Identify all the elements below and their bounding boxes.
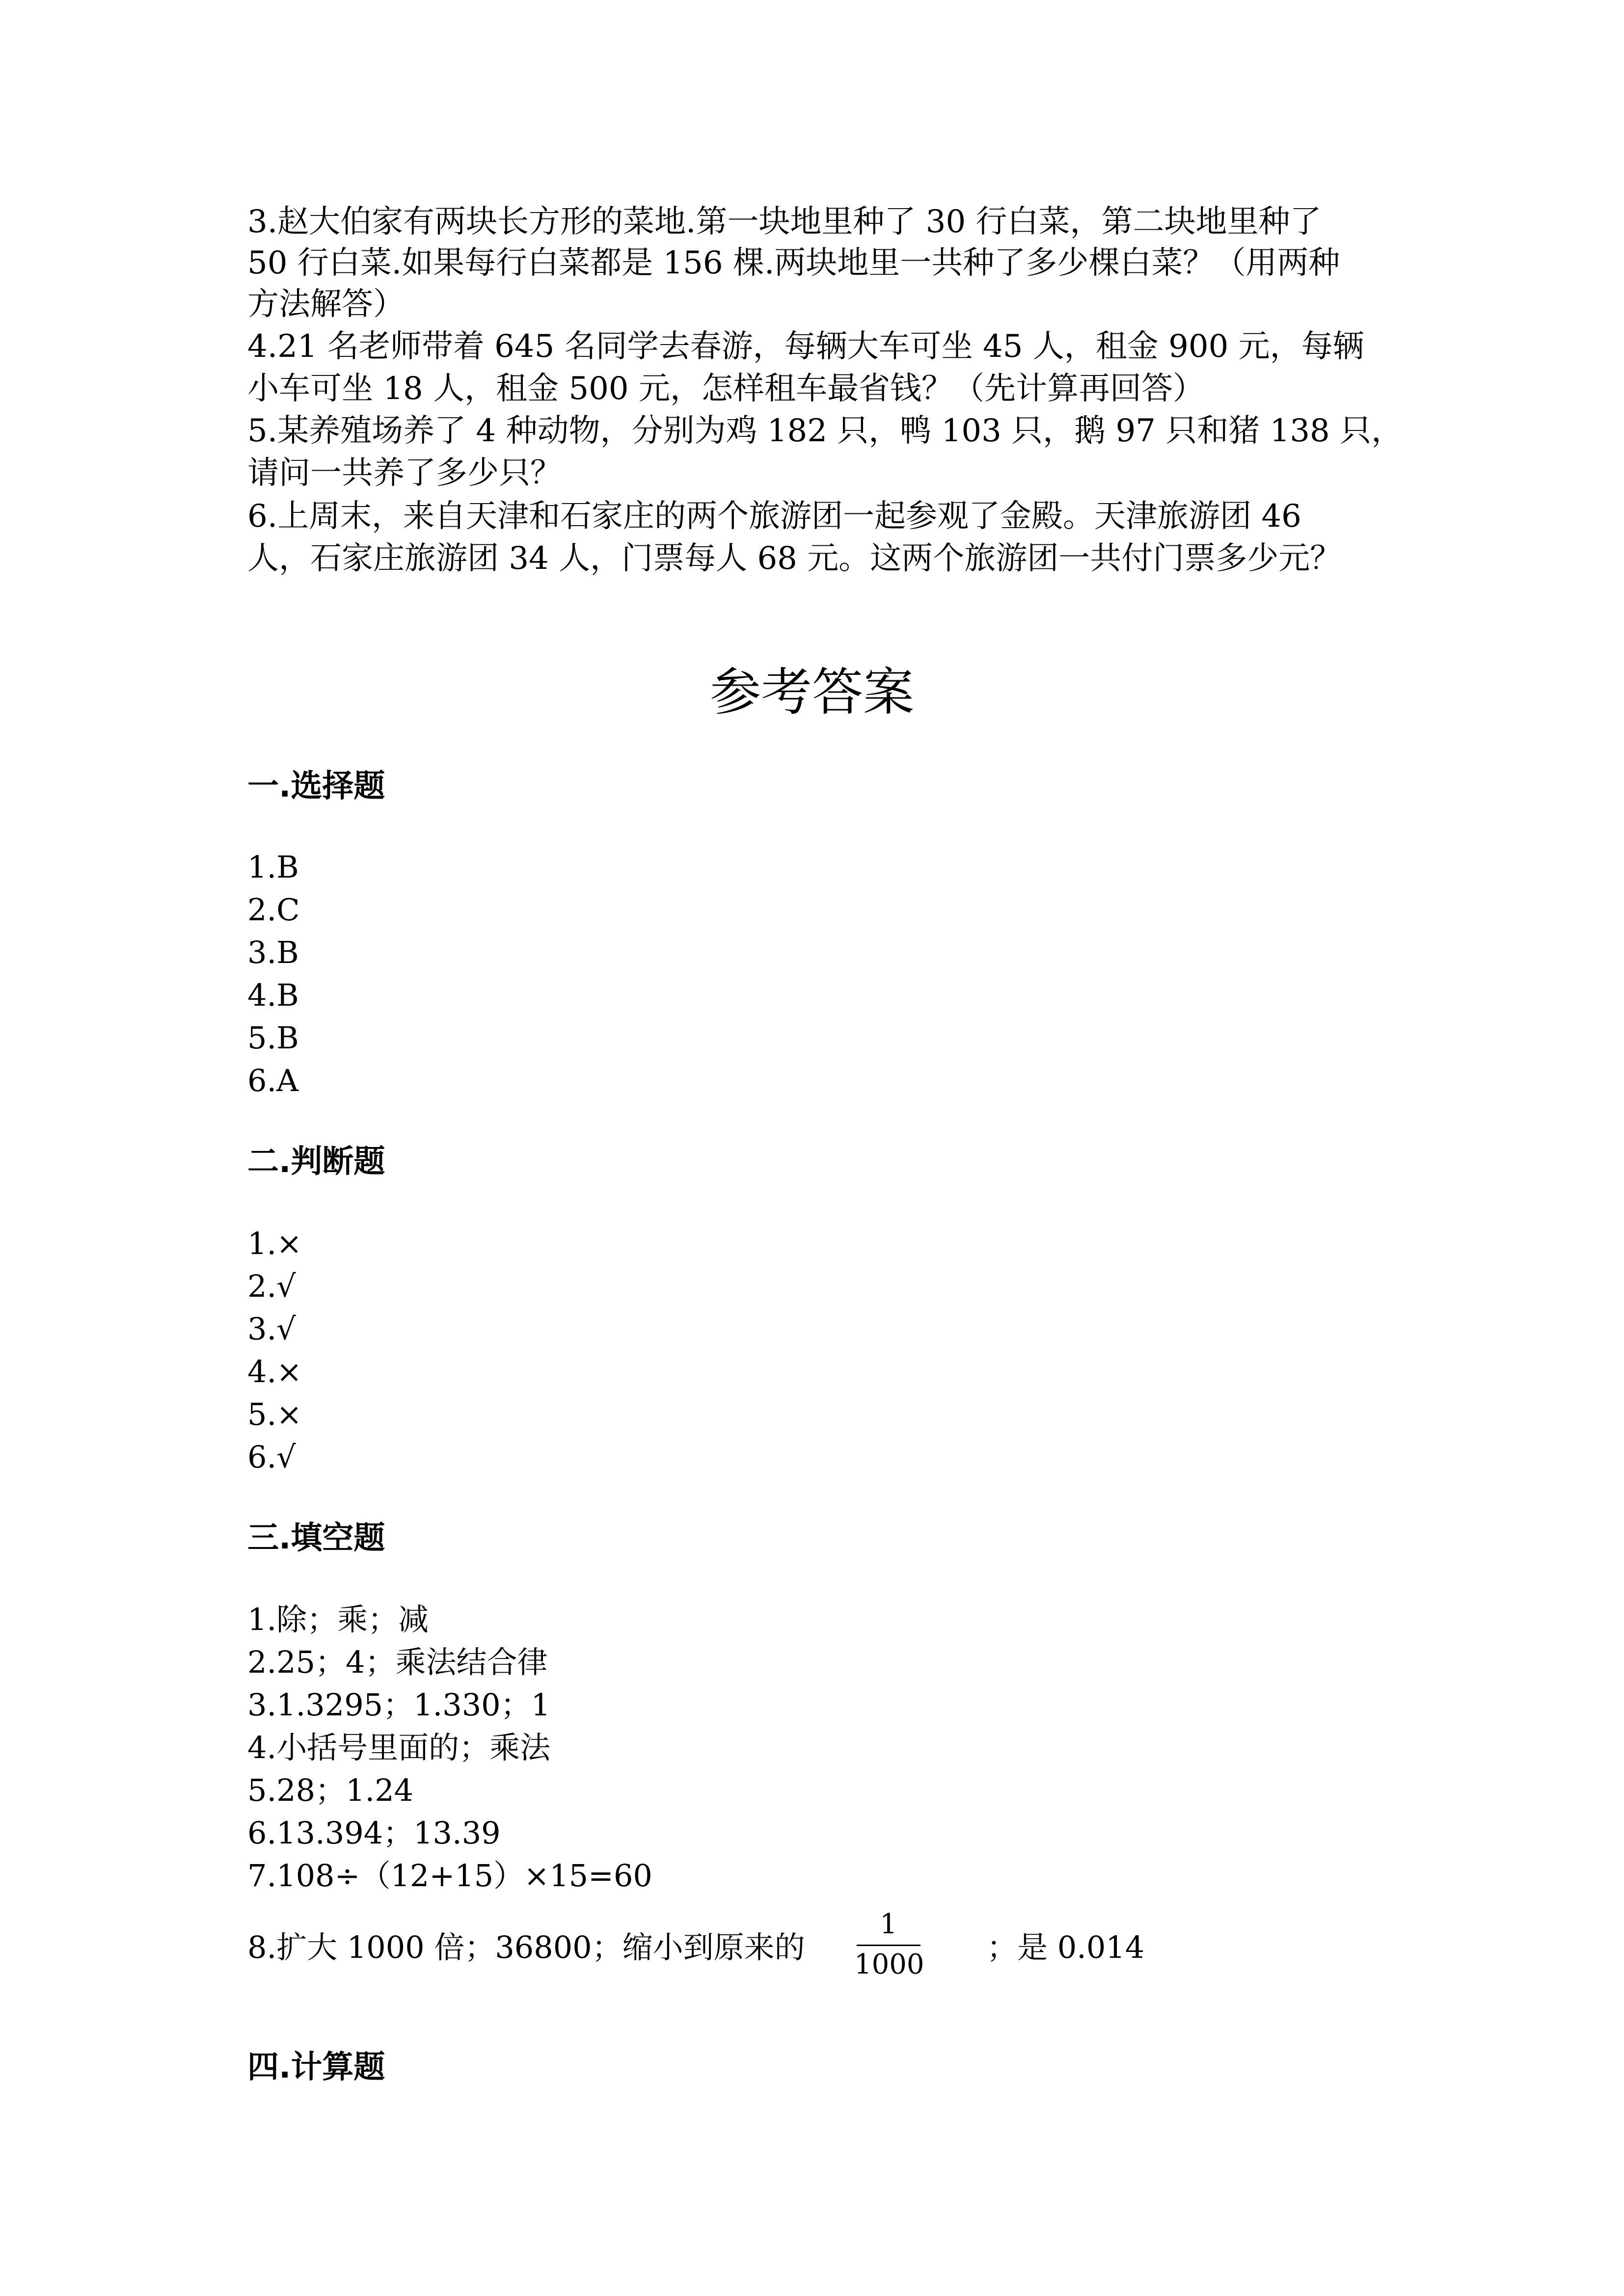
fraction-bar [857,1945,920,1946]
answer-item: 6.√ [247,1439,296,1475]
answer-item: 3.√ [247,1311,296,1347]
question-6-line-2: 人，石家庄旅游团 34 人，门票每人 68 元。这两个旅游团一共付门票多少元？ [247,540,1342,577]
answer-item: 2.25；4；乘法结合律 [247,1644,548,1680]
answer-item: 4.B [247,977,299,1013]
answer-item: 1.除；乘；减 [247,1602,429,1637]
section-heading-fill-blank: 三.填空题 [247,1520,385,1556]
question-5-line-2: 请问一共养了多少只？ [247,455,562,491]
answer-item: 5.B [247,1020,299,1056]
question-3-line-3: 方法解答） [247,286,405,322]
fraction-numerator: 1 [880,1908,897,1940]
answer-title: 参考答案 [709,662,914,722]
section-heading-judgement: 二.判断题 [247,1144,385,1180]
answer-item: 2.√ [247,1268,296,1304]
question-5-line-1: 5.某养殖场养了 4 种动物，分别为鸡 182 只，鸭 103 只，鹅 97 只和猪 138 只， [247,413,1403,449]
fraction-denominator: 1000 [854,1949,924,1980]
answer-item: 3.B [247,934,299,970]
answer-item: 6.A [247,1063,298,1098]
question-4-line-1: 4.21 名老师带着 645 名同学去春游，每辆大车可坐 45 人，租金 900 元，每辆 [247,328,1364,365]
answer-item-8-suffix: ；是 0.014 [987,1929,1145,1965]
question-3-line-1: 3.赵大伯家有两块长方形的菜地.第一块地里种了 30 行白菜，第二块地里种了 [247,204,1322,240]
question-4-line-2: 小车可坐 18 人，租金 500 元，怎样租车最省钱？（先计算再回答） [247,371,1204,407]
section-heading-calculation: 四.计算题 [247,2049,385,2085]
answer-item: 2.C [247,892,300,928]
answer-item: 4.小括号里面的；乘法 [247,1730,551,1765]
answer-item-8-prefix: 8.扩大 1000 倍；36800；缩小到原来的 [247,1929,805,1965]
answer-item: 4.× [247,1354,302,1389]
answer-item: 6.13.394；13.39 [247,1815,501,1851]
question-3-line-2: 50 行白菜.如果每行白菜都是 156 棵.两块地里一共种了多少棵白菜？（用两种 [247,245,1340,281]
answer-item: 5.× [247,1396,302,1432]
answer-item: 1.B [247,849,299,885]
answer-item: 3.1.3295；1.330；1 [247,1687,551,1723]
section-heading-choice: 一.选择题 [247,768,385,804]
answer-item: 5.28；1.24 [247,1772,414,1808]
question-6-line-1: 6.上周末，来自天津和石家庄的两个旅游团一起参观了金殿。天津旅游团 46 [247,498,1301,534]
answer-item: 1.× [247,1226,302,1261]
answer-item: 7.108÷（12+15）×15=60 [247,1858,652,1894]
